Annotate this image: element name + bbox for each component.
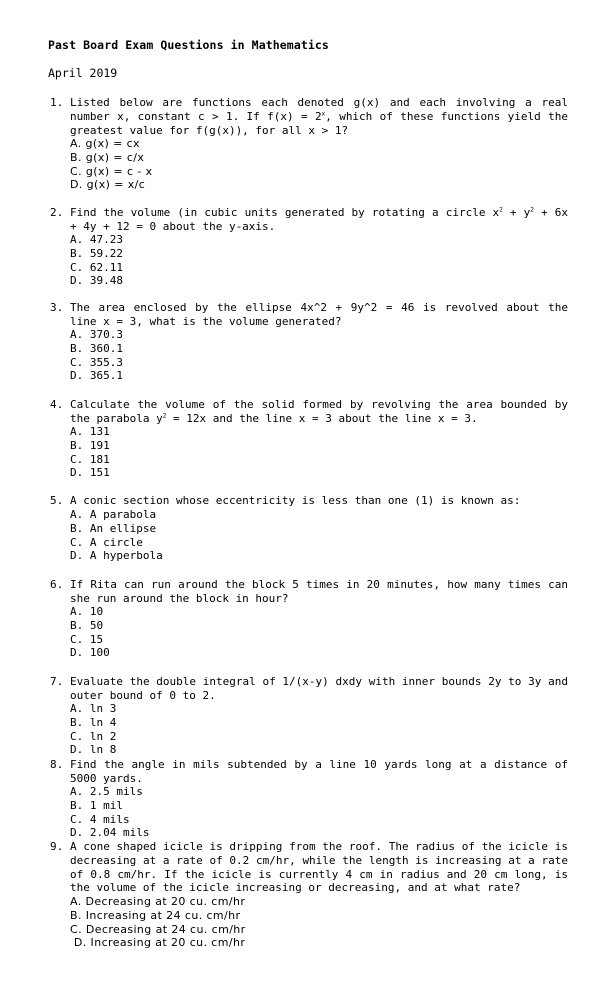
answer-option: A. g(x) = cx <box>70 137 140 150</box>
answer-options <box>70 425 110 480</box>
answer-option: B. Increasing at 24 cu. cm/hr <box>70 908 241 922</box>
answer-options <box>70 605 110 660</box>
answer-option: C. 181 <box>70 452 110 466</box>
answer-option: D. 39.48 <box>70 274 123 288</box>
answer-option: D. g(x) = x/c <box>70 178 146 192</box>
answer-option: D. ln 8 <box>70 743 117 757</box>
answer-option: C. 4 mils <box>70 812 130 826</box>
answer-option: A. 131 <box>70 425 110 438</box>
answer-option: A. 47.23 <box>70 233 123 246</box>
answer-option: D. 2.04 mils <box>70 826 150 840</box>
answer-option: A. 370.3 <box>70 328 123 341</box>
answer-option: B. An ellipse <box>70 521 157 535</box>
question-number: 7. <box>50 675 64 688</box>
question-number: 2. <box>50 206 64 219</box>
answer-option: B. g(x) = c/x <box>70 150 145 164</box>
question-stem: Evaluate the double integral of 1/(x-y) dxdy with inner bounds 2y to 3y and outer bound of 0 to 2. <box>70 675 568 702</box>
question-stem: A conic section whose eccentricity is less than one (1) is known as: <box>70 494 521 507</box>
answer-option: B. 360.1 <box>70 341 123 355</box>
question-number: 4. <box>50 398 64 411</box>
answer-option: A. ln 3 <box>70 702 117 715</box>
answer-option: C. 62.11 <box>70 260 123 274</box>
question-number: 3. <box>50 301 64 314</box>
question-number: 9. <box>50 840 64 853</box>
answer-options <box>70 702 116 757</box>
answer-option: D. 151 <box>70 466 110 480</box>
question-stem: Calculate the volume of the solid formed by revolving the area bounded by the parabola $y^2 = 12x$ and the line x = 3 about the line x = 3. <box>70 398 568 425</box>
answer-option: D. 365.1 <box>70 369 123 383</box>
answer-option: B. 191 <box>70 438 110 452</box>
document-title: Past Board Exam Questions in Mathematics <box>48 38 329 52</box>
question-number: 1. <box>50 96 64 109</box>
question-stem: A cone shaped icicle is dripping from the roof. The radius of the icicle is decreasing at a rate of 0.2 cm/hr, while the length is increasing at a rate of 0.8 cm/hr. If the icicle is currently 4 cm in radius and 20 cm long, is the volume of the icicle increasing or decreasing, and at what rate? <box>70 840 568 895</box>
answer-options <box>70 895 246 950</box>
question-number: 5. <box>50 494 64 507</box>
answer-options <box>70 233 123 288</box>
question-stem: Find the volume (in cubic units generated by rotating a circle $x^2 + y^2 + 6x + 4y + 12 = 0$ about the y-axis. <box>70 206 568 233</box>
answer-option: C. g(x) = c - x <box>70 164 153 178</box>
answer-option: D. 100 <box>70 646 110 660</box>
answer-option: C. Decreasing at 24 cu. cm/hr <box>70 922 246 936</box>
answer-options <box>70 328 123 383</box>
answer-options <box>70 508 163 563</box>
answer-option: A. A parabola <box>70 508 157 521</box>
question-stem: If Rita can run around the block 5 times in 20 minutes, how many times can she run around the block in hour? <box>70 578 568 605</box>
question-stem: Find the angle in mils subtended by a line 10 yards long at a distance of 5000 yards. <box>70 758 568 785</box>
answer-option: B. 59.22 <box>70 246 123 260</box>
answer-options <box>70 785 149 840</box>
answer-option: B. ln 4 <box>70 715 117 729</box>
question-number: 6. <box>50 578 64 591</box>
answer-option: C. A circle <box>70 535 143 549</box>
answer-option: C. ln 2 <box>70 729 117 743</box>
answer-option: A. 2.5 mils <box>70 785 143 798</box>
exam-date: April 2019 <box>48 66 118 80</box>
answer-option: A. Decreasing at 20 cu. cm/hr <box>70 895 246 908</box>
question-stem: Listed below are functions each denoted g(x) and each involving a real number x, constant c > 1. If $f(x) = 2^x$, which of these functions yield the greatest value for f(g(x)), for all x > 1? <box>70 96 568 137</box>
question-stem: The area enclosed by the ellipse 4x^2 + 9y^2 = 46 is revolved about the line x = 3, what is the volume generated? <box>70 301 568 328</box>
answer-option: A. 10 <box>70 605 104 618</box>
answer-option: B. 50 <box>70 618 104 632</box>
answer-options <box>70 137 152 192</box>
answer-option: D. Increasing at 20 cu. cm/hr <box>70 936 246 950</box>
answer-option: C. 355.3 <box>70 355 123 369</box>
answer-option: B. 1 mil <box>70 798 123 812</box>
question-number: 8. <box>50 758 64 771</box>
answer-option: D. A hyperbola <box>70 549 163 563</box>
answer-option: C. 15 <box>70 632 104 646</box>
